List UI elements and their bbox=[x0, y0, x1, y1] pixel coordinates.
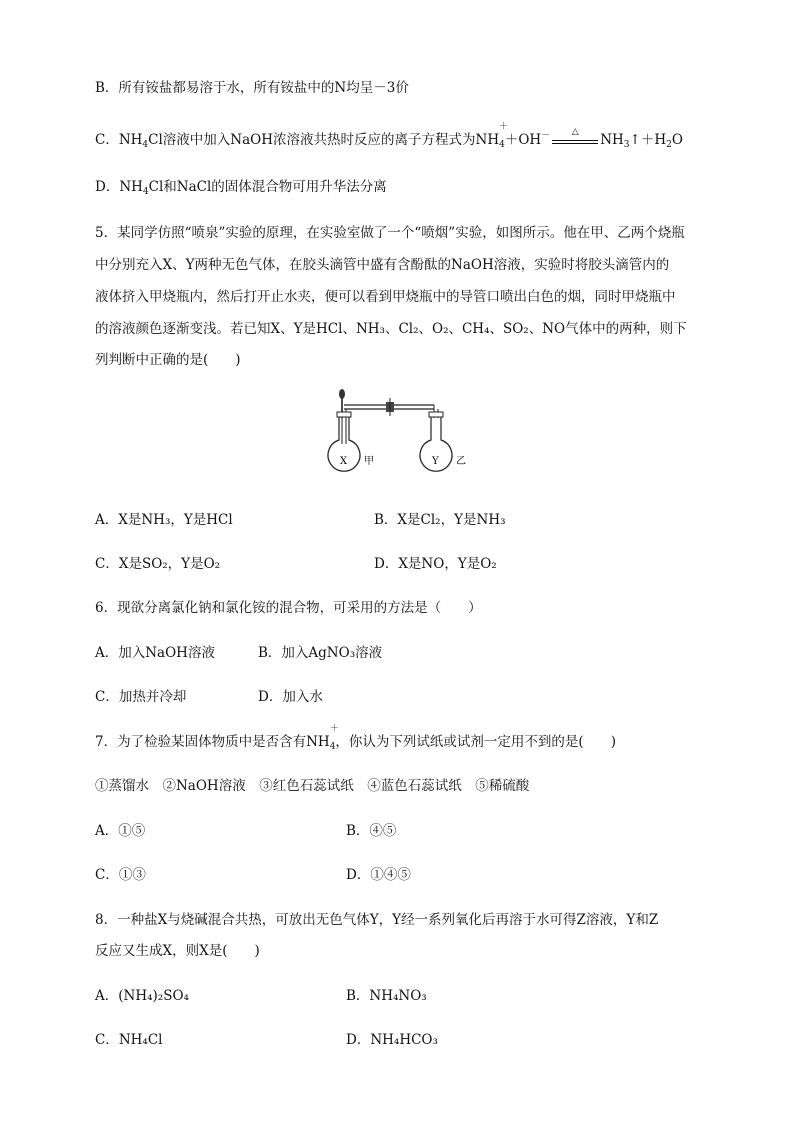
flask-left-label: X bbox=[340, 456, 348, 467]
smoke-experiment-diagram bbox=[320, 388, 480, 480]
q8-option-c: C．NH₄Cl bbox=[95, 1032, 163, 1048]
flask-right-label: Y bbox=[432, 456, 439, 467]
q5-option-b: B．X是Cl₂，Y是NH₃ bbox=[374, 512, 506, 528]
q6-option-a: A．加入NaOH溶液 bbox=[95, 645, 215, 661]
flask-right-name: 乙 bbox=[456, 456, 466, 467]
q4-option-d: D．$NH_4Cl$和NaCl的固体混合物可用升华法分离 bbox=[95, 179, 387, 197]
q4-option-c: C．$NH_4Cl$溶液中加入NaOH浓溶液共热时反应的离子方程式为NH ＋ $_4$＋OH－ △ $NH_3↑+H_2O$ bbox=[95, 122, 683, 150]
heat-equals-arrow bbox=[552, 126, 598, 146]
q7-option-d: D．①④⑤ bbox=[346, 867, 411, 883]
triangle-heat-icon: △ bbox=[571, 126, 579, 137]
q8-stem-line-1: 8．一种盐X与烧碱混合共热，可放出无色气体Y，Y经一系列氧化后再溶于水可得Z溶液，Y和Z bbox=[95, 912, 659, 928]
q5-stem-line-2: 中分别充入X、Y两种无色气体，在胶头滴管中盛有含酚酞的NaOH溶液，实验时将胶头滴管内的 bbox=[95, 257, 670, 273]
q5-option-d: D．X是NO，Y是O₂ bbox=[374, 556, 497, 572]
flask-left-name: 甲 bbox=[364, 456, 374, 467]
q6-option-b: B．加入AgNO₃溶液 bbox=[258, 645, 383, 661]
q5-stem-line-5: 列判断中正确的是( ) bbox=[95, 352, 241, 368]
q5-option-c: C．X是SO₂，Y是O₂ bbox=[95, 556, 221, 572]
q5-stem-line-4: 的溶液颜色逐渐变浅。若已知X、Y是HCl、NH₃、Cl₂、O₂、CH₄、SO₂、NO气体中的两种，则下 bbox=[95, 321, 687, 337]
stopper-left bbox=[337, 412, 351, 417]
q7-option-a: A．①⑤ bbox=[95, 823, 146, 839]
q8-option-b: B．NH₄NO₃ bbox=[346, 988, 427, 1004]
q5-stem-line-1: 5．某同学仿照“喷泉”实验的原理，在实验室做了一个“喷烟”实验，如图所示。他在甲、乙两个烧瓶 bbox=[95, 225, 685, 241]
q8-option-d: D．NH₄HCO₃ bbox=[346, 1032, 438, 1048]
dropper-bulb-icon bbox=[339, 389, 345, 399]
q6-stem: 6．现欲分离氯化钠和氯化铵的混合物，可采用的方法是（ ） bbox=[95, 600, 482, 616]
q7-option-c: C．①③ bbox=[95, 867, 146, 883]
q6-option-c: C．加热并冷却 bbox=[95, 689, 187, 705]
q7-stem: 7．为了检验某固体物质中是否含有NH ＋ $_4$，你认为下列试纸或试剂一定用不到的是( ) bbox=[95, 724, 616, 752]
q6-option-d: D．加入水 bbox=[258, 689, 323, 705]
q4-option-b: B．所有铵盐都易溶于水，所有铵盐中的N均呈－3价 bbox=[95, 80, 409, 96]
q8-option-a: A．(NH₄)₂SO₄ bbox=[95, 988, 189, 1004]
q7-reagent-list: ①蒸馏水 ②NaOH溶液 ③红色石蕊试纸 ④蓝色石蕊试纸 ⑤稀硫酸 bbox=[95, 778, 530, 794]
q7-option-b: B．④⑤ bbox=[346, 823, 397, 839]
stopper-right bbox=[429, 412, 443, 417]
q5-stem-line-3: 液体挤入甲烧瓶内，然后打开止水夹，便可以看到甲烧瓶中的导管口喷出白色的烟，同时甲烧瓶中 bbox=[95, 289, 676, 305]
q5-option-a: A．X是NH₃，Y是HCl bbox=[95, 512, 233, 528]
q8-stem-line-2: 反应又生成X，则X是( ) bbox=[95, 943, 260, 959]
